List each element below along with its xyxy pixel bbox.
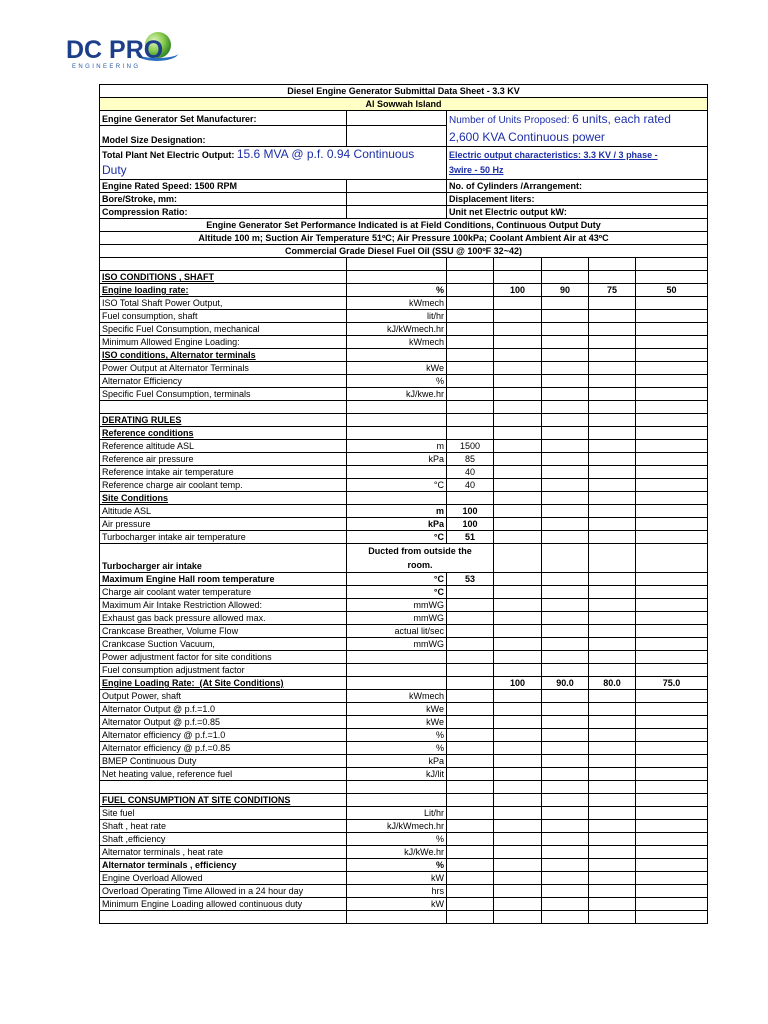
displacement-label: Displacement liters: bbox=[447, 193, 708, 206]
table-row: Specific Fuel Consumption, mechanical kJ/kWmech.hr bbox=[100, 323, 708, 336]
sheet-title: Diesel Engine Generator Submittal Data Sheet - 3.3 KV bbox=[100, 85, 708, 98]
electric-characteristics2: 3wire - 50 Hz bbox=[449, 165, 504, 175]
table-row: Engine Overload Allowed kW bbox=[100, 872, 708, 885]
iso-loading-unit: % bbox=[347, 284, 447, 297]
project-name: Al Sowwah Island bbox=[100, 98, 708, 111]
data-sheet-table bbox=[99, 84, 708, 924]
hall-temp-unit: °C bbox=[347, 573, 447, 586]
units-proposed-label: Number of Units Proposed: bbox=[449, 115, 570, 126]
units-proposed-value2: 2,600 KVA Continuous power bbox=[449, 130, 605, 144]
table-row: Specific Fuel Consumption, terminals kJ/kwe.hr bbox=[100, 388, 708, 401]
turbo-intake-label: Turbocharger air intake bbox=[100, 544, 347, 573]
table-row: Air pressure kPa 100 bbox=[100, 518, 708, 531]
manufacturer-label: Engine Generator Set Manufacturer: bbox=[100, 111, 347, 126]
table-row: Crankcase Breather, Volume Flow actual lit/sec bbox=[100, 625, 708, 638]
table-row: Maximum Air Intake Restriction Allowed: mmWG bbox=[100, 599, 708, 612]
plant-output-value2: Duty bbox=[102, 163, 127, 177]
derating-heading: DERATING RULES bbox=[100, 414, 347, 427]
bore-label: Bore/Stroke, mm: bbox=[100, 193, 347, 206]
table-row: Minimum Engine Loading allowed continuous duty kW bbox=[100, 898, 708, 911]
conditions-line-1: Engine Generator Set Performance Indicated is at Field Conditions, Continuous Output Duty bbox=[100, 219, 708, 232]
fuel-heading: FUEL CONSUMPTION AT SITE CONDITIONS bbox=[100, 794, 347, 807]
net-output-label: Unit net Electric output kW: bbox=[447, 206, 708, 219]
iso-load-2: 75 bbox=[589, 284, 636, 297]
units-proposed-cell bbox=[447, 111, 708, 147]
table-row: Power adjustment factor for site conditions bbox=[100, 651, 708, 664]
table-row: Shaft ,efficiency % bbox=[100, 833, 708, 846]
table-row: Alternator efficiency @ p.f.=0.85 % bbox=[100, 742, 708, 755]
iso-loading-label: Engine loading rate: bbox=[100, 284, 347, 297]
table-row: Overload Operating Time Allowed in a 24 hour day hrs bbox=[100, 885, 708, 898]
table-row: Charge air coolant water temperature °C bbox=[100, 586, 708, 599]
table-row: Alternator terminals , heat rate kJ/kWe.hr bbox=[100, 846, 708, 859]
table-row: BMEP Continuous Duty kPa bbox=[100, 755, 708, 768]
iso-heading: ISO CONDITIONS , SHAFT bbox=[100, 271, 347, 284]
table-row: Output Power, shaft kWmech bbox=[100, 690, 708, 703]
table-row: ISO Total Shaft Power Output, kWmech bbox=[100, 297, 708, 310]
table-row: Minimum Allowed Engine Loading: kWmech bbox=[100, 336, 708, 349]
table-row: Fuel consumption adjustment factor bbox=[100, 664, 708, 677]
table-row: Reference charge air coolant temp. °C 40 bbox=[100, 479, 708, 492]
table-row: Power Output at Alternator Terminals kWe bbox=[100, 362, 708, 375]
site-load-1: 90.0 bbox=[542, 677, 589, 690]
table-row: Alternator Output @ p.f.=0.85 kWe bbox=[100, 716, 708, 729]
iso-load-1: 90 bbox=[542, 284, 589, 297]
iso-load-3: 50 bbox=[636, 284, 708, 297]
plant-output-label: Total Plant Net Electric Output: bbox=[102, 150, 235, 160]
table-row: Altitude ASL m 100 bbox=[100, 505, 708, 518]
site-load-0: 100 bbox=[494, 677, 542, 690]
table-row: Net heating value, reference fuel kJ/lit bbox=[100, 768, 708, 781]
compression-label: Compression Ratio: bbox=[100, 206, 347, 219]
site-load-3: 75.0 bbox=[636, 677, 708, 690]
reference-heading: Reference conditions bbox=[100, 427, 347, 440]
table-row: Fuel consumption, shaft lit/hr bbox=[100, 310, 708, 323]
turbo-intake-value: Ducted from outside the room. bbox=[347, 544, 494, 573]
alt-terminals-efficiency-label: Alternator terminals , efficiency bbox=[100, 859, 347, 872]
table-row: Turbocharger intake air temperature °C 51 bbox=[100, 531, 708, 544]
site-load-2: 80.0 bbox=[589, 677, 636, 690]
site-conditions-heading: Site Conditions bbox=[100, 492, 347, 505]
iso-alt-heading: ISO conditions, Alternator terminals bbox=[100, 349, 347, 362]
iso-load-0: 100 bbox=[494, 284, 542, 297]
hall-temp-label: Maximum Engine Hall room temperature bbox=[100, 573, 347, 586]
cylinders-label: No. of Cylinders /Arrangement: bbox=[447, 180, 708, 193]
electric-characteristics: Electric output characteristics: 3.3 KV / 3 phase - bbox=[449, 150, 658, 160]
plant-output-cell bbox=[100, 147, 447, 180]
model-label: Model Size Designation: bbox=[100, 126, 347, 147]
table-row: Exhaust gas back pressure allowed max. mmWG bbox=[100, 612, 708, 625]
rated-speed-label: Engine Rated Speed: 1500 RPM bbox=[100, 180, 347, 193]
units-proposed-value: 6 units, each rated bbox=[572, 112, 671, 126]
plant-output-value: 15.6 MVA @ p.f. 0.94 Continuous bbox=[236, 147, 415, 161]
table-row: Shaft , heat rate kJ/kWmech.hr bbox=[100, 820, 708, 833]
table-row: Alternator Efficiency % bbox=[100, 375, 708, 388]
electric-characteristics-cell bbox=[447, 147, 708, 180]
alt-terminals-efficiency-unit: % bbox=[347, 859, 447, 872]
site-loading-label: Engine Loading Rate: (At Site Conditions) bbox=[100, 677, 347, 690]
logo-brand: DC PRO bbox=[66, 36, 164, 64]
table-row: Site fuel Lit/hr bbox=[100, 807, 708, 820]
table-row: Crankcase Suction Vacuum, mmWG bbox=[100, 638, 708, 651]
table-row: Alternator Output @ p.f.=1.0 kWe bbox=[100, 703, 708, 716]
company-logo bbox=[66, 32, 176, 74]
table-row: Alternator efficiency @ p.f.=1.0 % bbox=[100, 729, 708, 742]
conditions-line-2: Altitude 100 m; Suction Air Temperature 51ºC; Air Pressure 100kPa; Coolant Ambient Air at 43ºC bbox=[100, 232, 708, 245]
table-row: Reference altitude ASL m 1500 bbox=[100, 440, 708, 453]
table-row: Reference air pressure kPa 85 bbox=[100, 453, 708, 466]
logo-tagline: ENGINEERING bbox=[72, 64, 141, 70]
table-row: Reference intake air temperature 40 bbox=[100, 466, 708, 479]
conditions-line-3: Commercial Grade Diesel Fuel Oil (SSU @ 100ºF 32~42) bbox=[100, 245, 708, 258]
hall-temp-value: 53 bbox=[447, 573, 494, 586]
